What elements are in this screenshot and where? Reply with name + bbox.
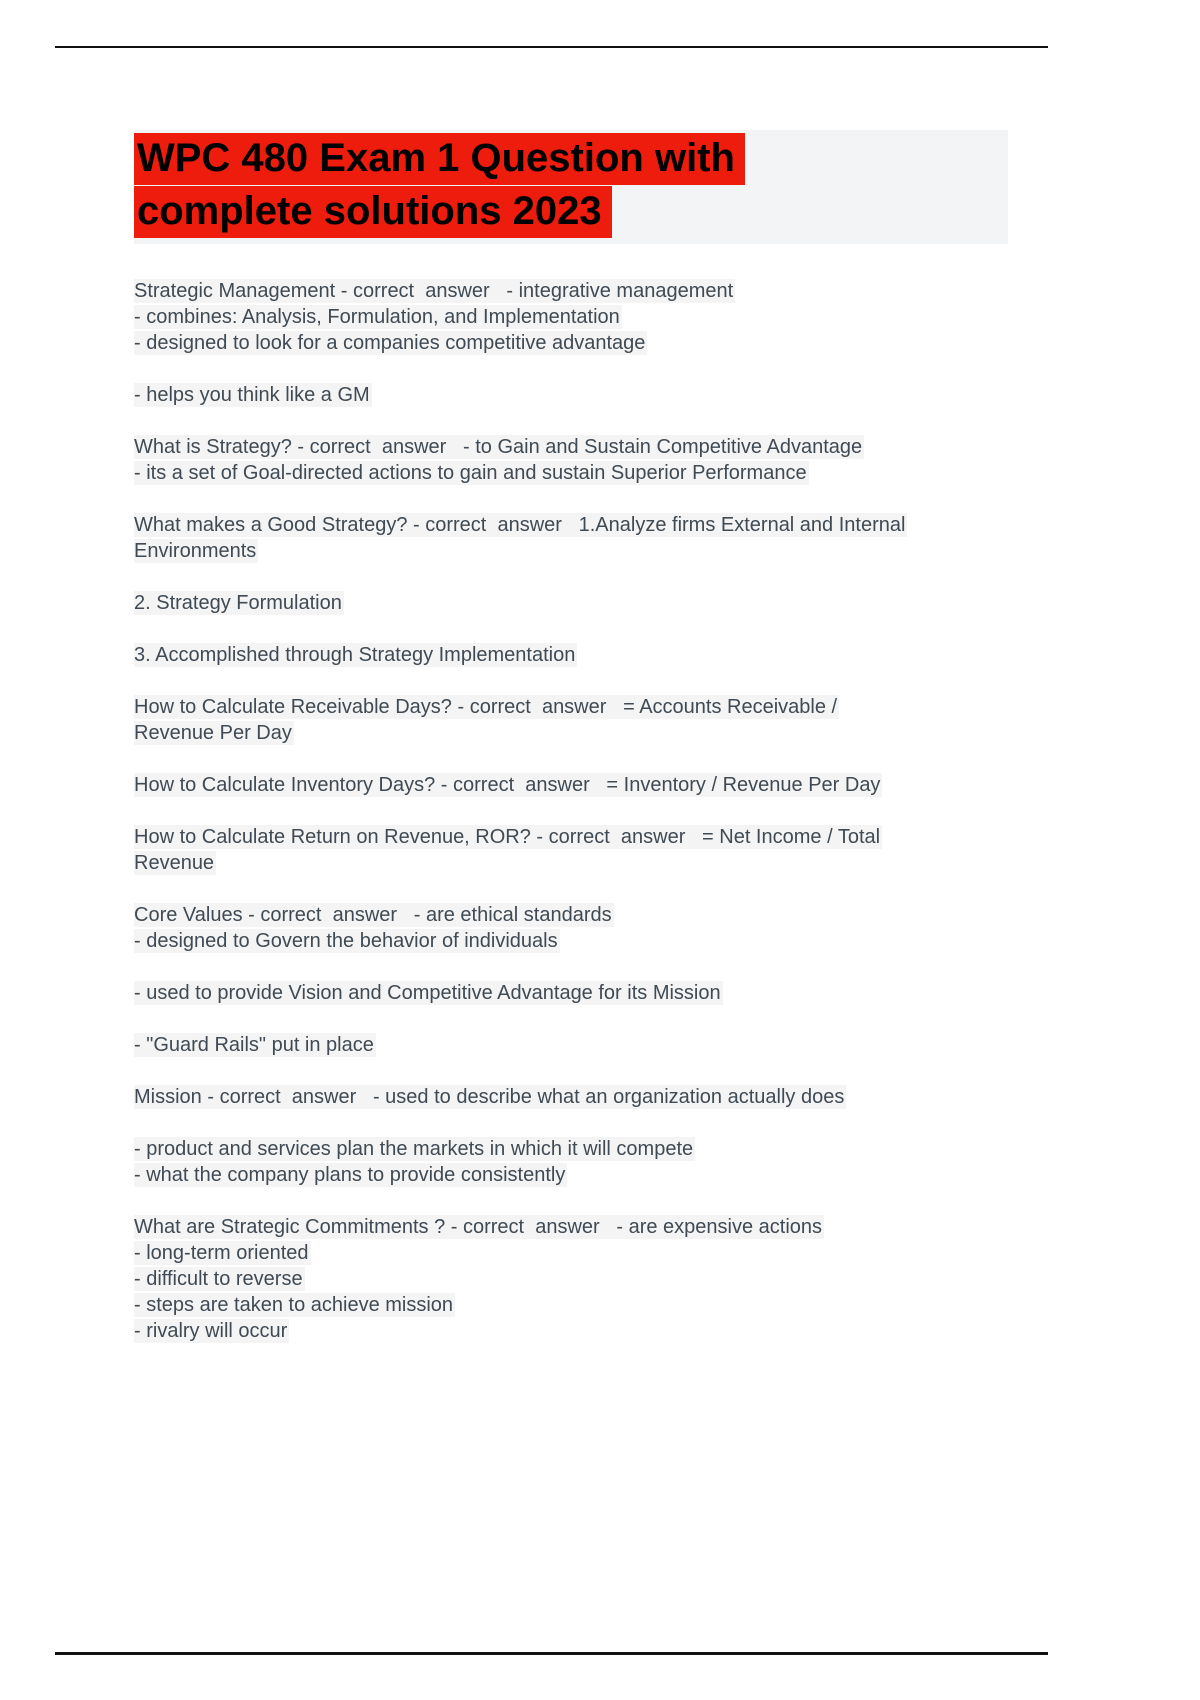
qa-block xyxy=(134,824,1008,876)
qa-line xyxy=(134,850,1008,876)
qa-line-text: 3. Accomplished through Strategy Implementation xyxy=(134,644,576,666)
qa-line xyxy=(134,1162,1008,1188)
qa-line-text: Core Values - correct answer - are ethical standards xyxy=(134,904,612,926)
qa-line-text: - what the company plans to provide consistently xyxy=(134,1164,566,1186)
document-content xyxy=(134,130,1008,1370)
qa-line-text: What are Strategic Commitments ? - correct answer - are expensive actions xyxy=(134,1216,823,1238)
qa-line-text: Revenue Per Day xyxy=(134,722,292,744)
qa-line xyxy=(134,1292,1008,1318)
qa-line-text: Revenue xyxy=(134,852,215,874)
qa-line xyxy=(134,1084,1008,1110)
qa-block xyxy=(134,278,1008,356)
qa-block xyxy=(134,1084,1008,1110)
qa-block xyxy=(134,902,1008,954)
qa-line xyxy=(134,512,1008,538)
qa-line-text: - its a set of Goal-directed actions to gain and sustain Superior Performance xyxy=(134,462,807,484)
qa-line xyxy=(134,642,1008,668)
qa-line-text: How to Calculate Receivable Days? - correct answer = Accounts Receivable / xyxy=(134,696,838,718)
qa-line-text: Strategic Management - correct answer - integrative management xyxy=(134,280,734,302)
qa-line xyxy=(134,1136,1008,1162)
qa-block xyxy=(134,642,1008,668)
qa-line xyxy=(134,694,1008,720)
qa-block xyxy=(134,590,1008,616)
qa-line xyxy=(134,590,1008,616)
qa-line xyxy=(134,824,1008,850)
qa-line xyxy=(134,434,1008,460)
qa-line xyxy=(134,1032,1008,1058)
qa-line xyxy=(134,330,1008,356)
qa-line-text: What is Strategy? - correct answer - to Gain and Sustain Competitive Advantage xyxy=(134,436,863,458)
qa-line xyxy=(134,720,1008,746)
qa-line-text: - used to provide Vision and Competitive Advantage for its Mission xyxy=(134,982,721,1004)
document-title-line2: complete solutions 2023 xyxy=(134,186,612,238)
qa-line xyxy=(134,538,1008,564)
qa-line-text: Mission - correct answer - used to describe what an organization actually does xyxy=(134,1086,845,1108)
qa-line-text: What makes a Good Strategy? - correct answer 1.Analyze firms External and Internal xyxy=(134,514,906,536)
qa-line-text: How to Calculate Return on Revenue, ROR? - correct answer = Net Income / Total xyxy=(134,826,881,848)
qa-block xyxy=(134,772,1008,798)
document-title xyxy=(134,130,1008,244)
qa-line-text: 2. Strategy Formulation xyxy=(134,592,342,614)
qa-line xyxy=(134,1266,1008,1292)
qa-block xyxy=(134,382,1008,408)
qa-line xyxy=(134,1240,1008,1266)
qa-line-text: - "Guard Rails" put in place xyxy=(134,1034,374,1056)
qa-line-text: Environments xyxy=(134,540,257,562)
document-title-line1: WPC 480 Exam 1 Question with xyxy=(134,133,745,185)
qa-line xyxy=(134,772,1008,798)
qa-block xyxy=(134,980,1008,1006)
qa-line xyxy=(134,382,1008,408)
qa-block xyxy=(134,1214,1008,1344)
bottom-rule xyxy=(55,1652,1048,1655)
qa-line xyxy=(134,304,1008,330)
qa-line-text: - helps you think like a GM xyxy=(134,384,370,406)
qa-line-text: - designed to Govern the behavior of individuals xyxy=(134,930,558,952)
qa-line-text: - combines: Analysis, Formulation, and Implementation xyxy=(134,306,620,328)
qa-line-text: - long-term oriented xyxy=(134,1242,309,1264)
qa-line xyxy=(134,460,1008,486)
qa-block xyxy=(134,1032,1008,1058)
qa-block xyxy=(134,694,1008,746)
top-rule xyxy=(55,46,1048,48)
qa-line-text: - steps are taken to achieve mission xyxy=(134,1294,454,1316)
qa-block xyxy=(134,1136,1008,1188)
qa-block xyxy=(134,512,1008,564)
qa-line-text: - product and services plan the markets in which it will compete xyxy=(134,1138,694,1160)
qa-line xyxy=(134,1318,1008,1344)
qa-content xyxy=(134,278,1008,1344)
qa-line-text: How to Calculate Inventory Days? - correct answer = Inventory / Revenue Per Day xyxy=(134,774,881,796)
qa-block xyxy=(134,434,1008,486)
qa-line xyxy=(134,278,1008,304)
qa-line xyxy=(134,902,1008,928)
qa-line xyxy=(134,980,1008,1006)
qa-line-text: - designed to look for a companies competitive advantage xyxy=(134,332,646,354)
qa-line xyxy=(134,1214,1008,1240)
qa-line-text: - difficult to reverse xyxy=(134,1268,303,1290)
qa-line xyxy=(134,928,1008,954)
qa-line-text: - rivalry will occur xyxy=(134,1320,288,1342)
